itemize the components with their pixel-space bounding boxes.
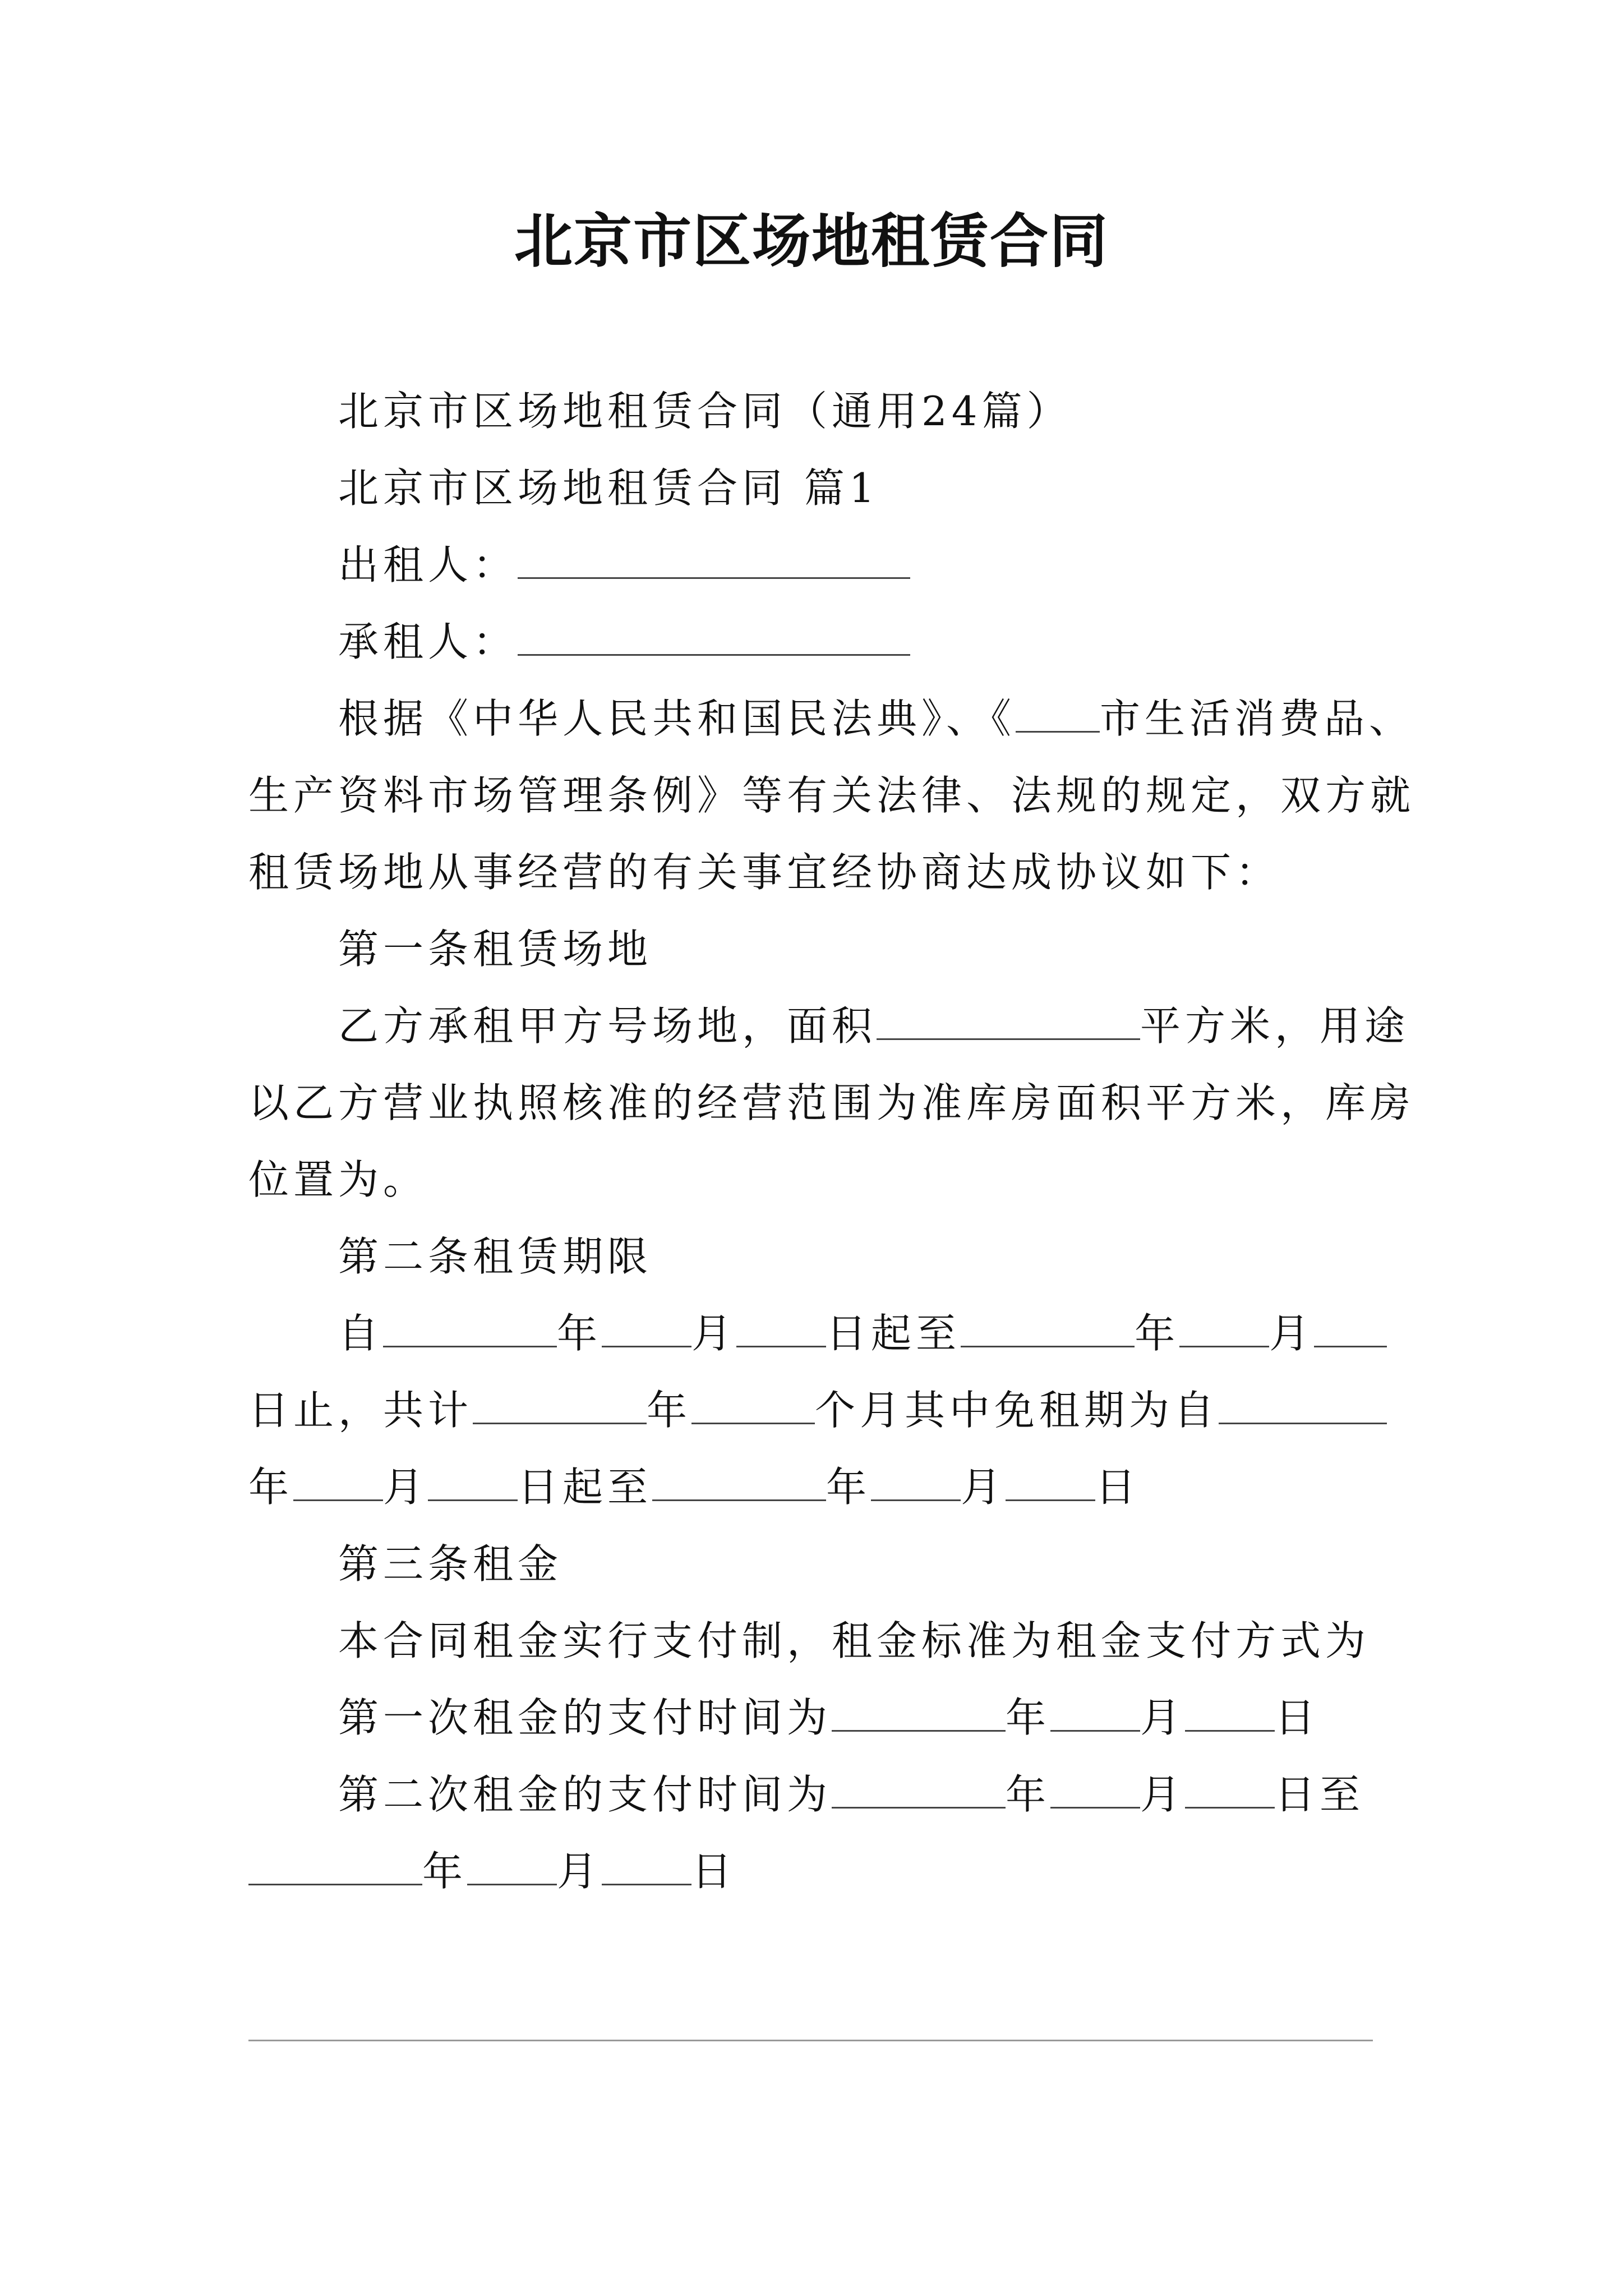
- term-text: 日: [1095, 1464, 1141, 1511]
- month-blank: [1050, 1766, 1140, 1809]
- basis-text-a: 根据《中华人民共和国民法典》、《: [338, 695, 1016, 742]
- day-blank: [428, 1459, 518, 1501]
- year-blank: [832, 1766, 1006, 1809]
- payment-text: 月: [1140, 1694, 1186, 1741]
- rent-line-1: 本合同租金实行支付制，租金标准为租金支付方式为: [338, 1617, 1371, 1664]
- first-payment-line: [248, 1680, 1393, 1756]
- year-blank: [383, 1305, 557, 1347]
- month-blank: [467, 1843, 557, 1885]
- year-blank: [652, 1459, 826, 1501]
- lessor-label: 出租人：: [338, 541, 518, 588]
- term-line-3: [248, 1449, 1393, 1526]
- lessee-blank: [518, 614, 910, 656]
- payment-text: 月: [1140, 1771, 1186, 1818]
- section-heading: 北京市区场地租赁合同 篇1: [338, 464, 879, 512]
- lessee-label: 承租人：: [338, 618, 518, 665]
- month-blank: [1050, 1690, 1140, 1732]
- month-blank: [1179, 1305, 1269, 1347]
- day-blank: [602, 1843, 691, 1885]
- month-blank: [871, 1459, 961, 1501]
- term-text: 自: [338, 1310, 384, 1357]
- lessor-line: [248, 527, 1393, 604]
- month-blank: [293, 1459, 383, 1501]
- day-blank: [1006, 1459, 1095, 1501]
- term-text: 日起至: [826, 1310, 961, 1357]
- subtitle-line: 北京市区场地租赁合同（通用24篇）: [338, 388, 1072, 435]
- article-3-heading: 第三条租金: [338, 1540, 563, 1588]
- year-blank: [248, 1843, 422, 1885]
- second-payment-line-2: [248, 1833, 1393, 1910]
- term-text: 年: [248, 1464, 294, 1511]
- article-2-heading: 第二条租赁期限: [338, 1233, 653, 1280]
- year-blank: [961, 1305, 1135, 1347]
- year-blank: [832, 1690, 1006, 1732]
- payment-text: 年: [422, 1848, 468, 1895]
- document-body: [248, 373, 1415, 1910]
- year-blank: [473, 1382, 647, 1424]
- term-text: 日起至: [518, 1464, 653, 1511]
- basis-line-1: [248, 680, 1414, 757]
- day-blank: [736, 1305, 826, 1347]
- months-blank: [691, 1382, 815, 1424]
- payment-text: 第二次租金的支付时间为: [338, 1771, 832, 1818]
- term-text: 年: [826, 1464, 872, 1511]
- footer-divider: [248, 2040, 1373, 2041]
- payment-text: 日至: [1275, 1771, 1365, 1818]
- term-text: 年: [647, 1387, 692, 1434]
- day-blank: [1185, 1690, 1275, 1732]
- city-blank: [1016, 691, 1100, 733]
- art1-text-a: 乙方承租甲方号场地，面积: [338, 1002, 877, 1050]
- day-blank: [1185, 1766, 1275, 1809]
- payment-text: 日: [1275, 1694, 1320, 1741]
- term-text: 年: [557, 1310, 602, 1357]
- area-blank: [877, 998, 1140, 1040]
- payment-text: 月: [557, 1848, 602, 1895]
- article-1-line-2: 以乙方营业执照核准的经营范围为准库房面积平方米，库房: [248, 1079, 1415, 1126]
- term-line-2: [248, 1372, 1393, 1449]
- term-text: 月: [961, 1464, 1006, 1511]
- article-1-line-1: [248, 988, 1410, 1065]
- day-blank: [1314, 1305, 1387, 1347]
- basis-line-2: 生产资料市场管理条例》等有关法律、法规的规定，双方就: [248, 772, 1415, 819]
- lessee-line: [248, 604, 1393, 680]
- basis-line-3: 租赁场地从事经营的有关事宜经协商达成协议如下：: [248, 849, 1281, 896]
- term-text: 年: [1135, 1310, 1180, 1357]
- term-text: 月: [691, 1310, 737, 1357]
- payment-text: 第一次租金的支付时间为: [338, 1694, 832, 1741]
- article-1-heading: 第一条租赁场地: [338, 926, 653, 973]
- term-text: 月: [1269, 1310, 1315, 1357]
- year-blank: [1219, 1382, 1387, 1424]
- payment-text: 年: [1006, 1771, 1051, 1818]
- payment-text: 年: [1006, 1694, 1051, 1741]
- month-blank: [602, 1305, 691, 1347]
- payment-text: 日: [691, 1848, 737, 1895]
- basis-text-b: 市生活消费品、: [1100, 695, 1414, 742]
- term-text: 日止，共计: [248, 1387, 473, 1434]
- term-text: 个月其中免租期为自: [815, 1387, 1219, 1434]
- second-payment-line: [248, 1756, 1393, 1833]
- article-1-line-3: 位置为。: [248, 1156, 428, 1203]
- document-title: 北京市区场地租赁合同: [514, 207, 1109, 275]
- term-line-1: [248, 1295, 1393, 1372]
- term-text: 月: [383, 1464, 428, 1511]
- art1-text-b: 平方米，用途: [1140, 1002, 1410, 1050]
- lessor-blank: [518, 537, 910, 579]
